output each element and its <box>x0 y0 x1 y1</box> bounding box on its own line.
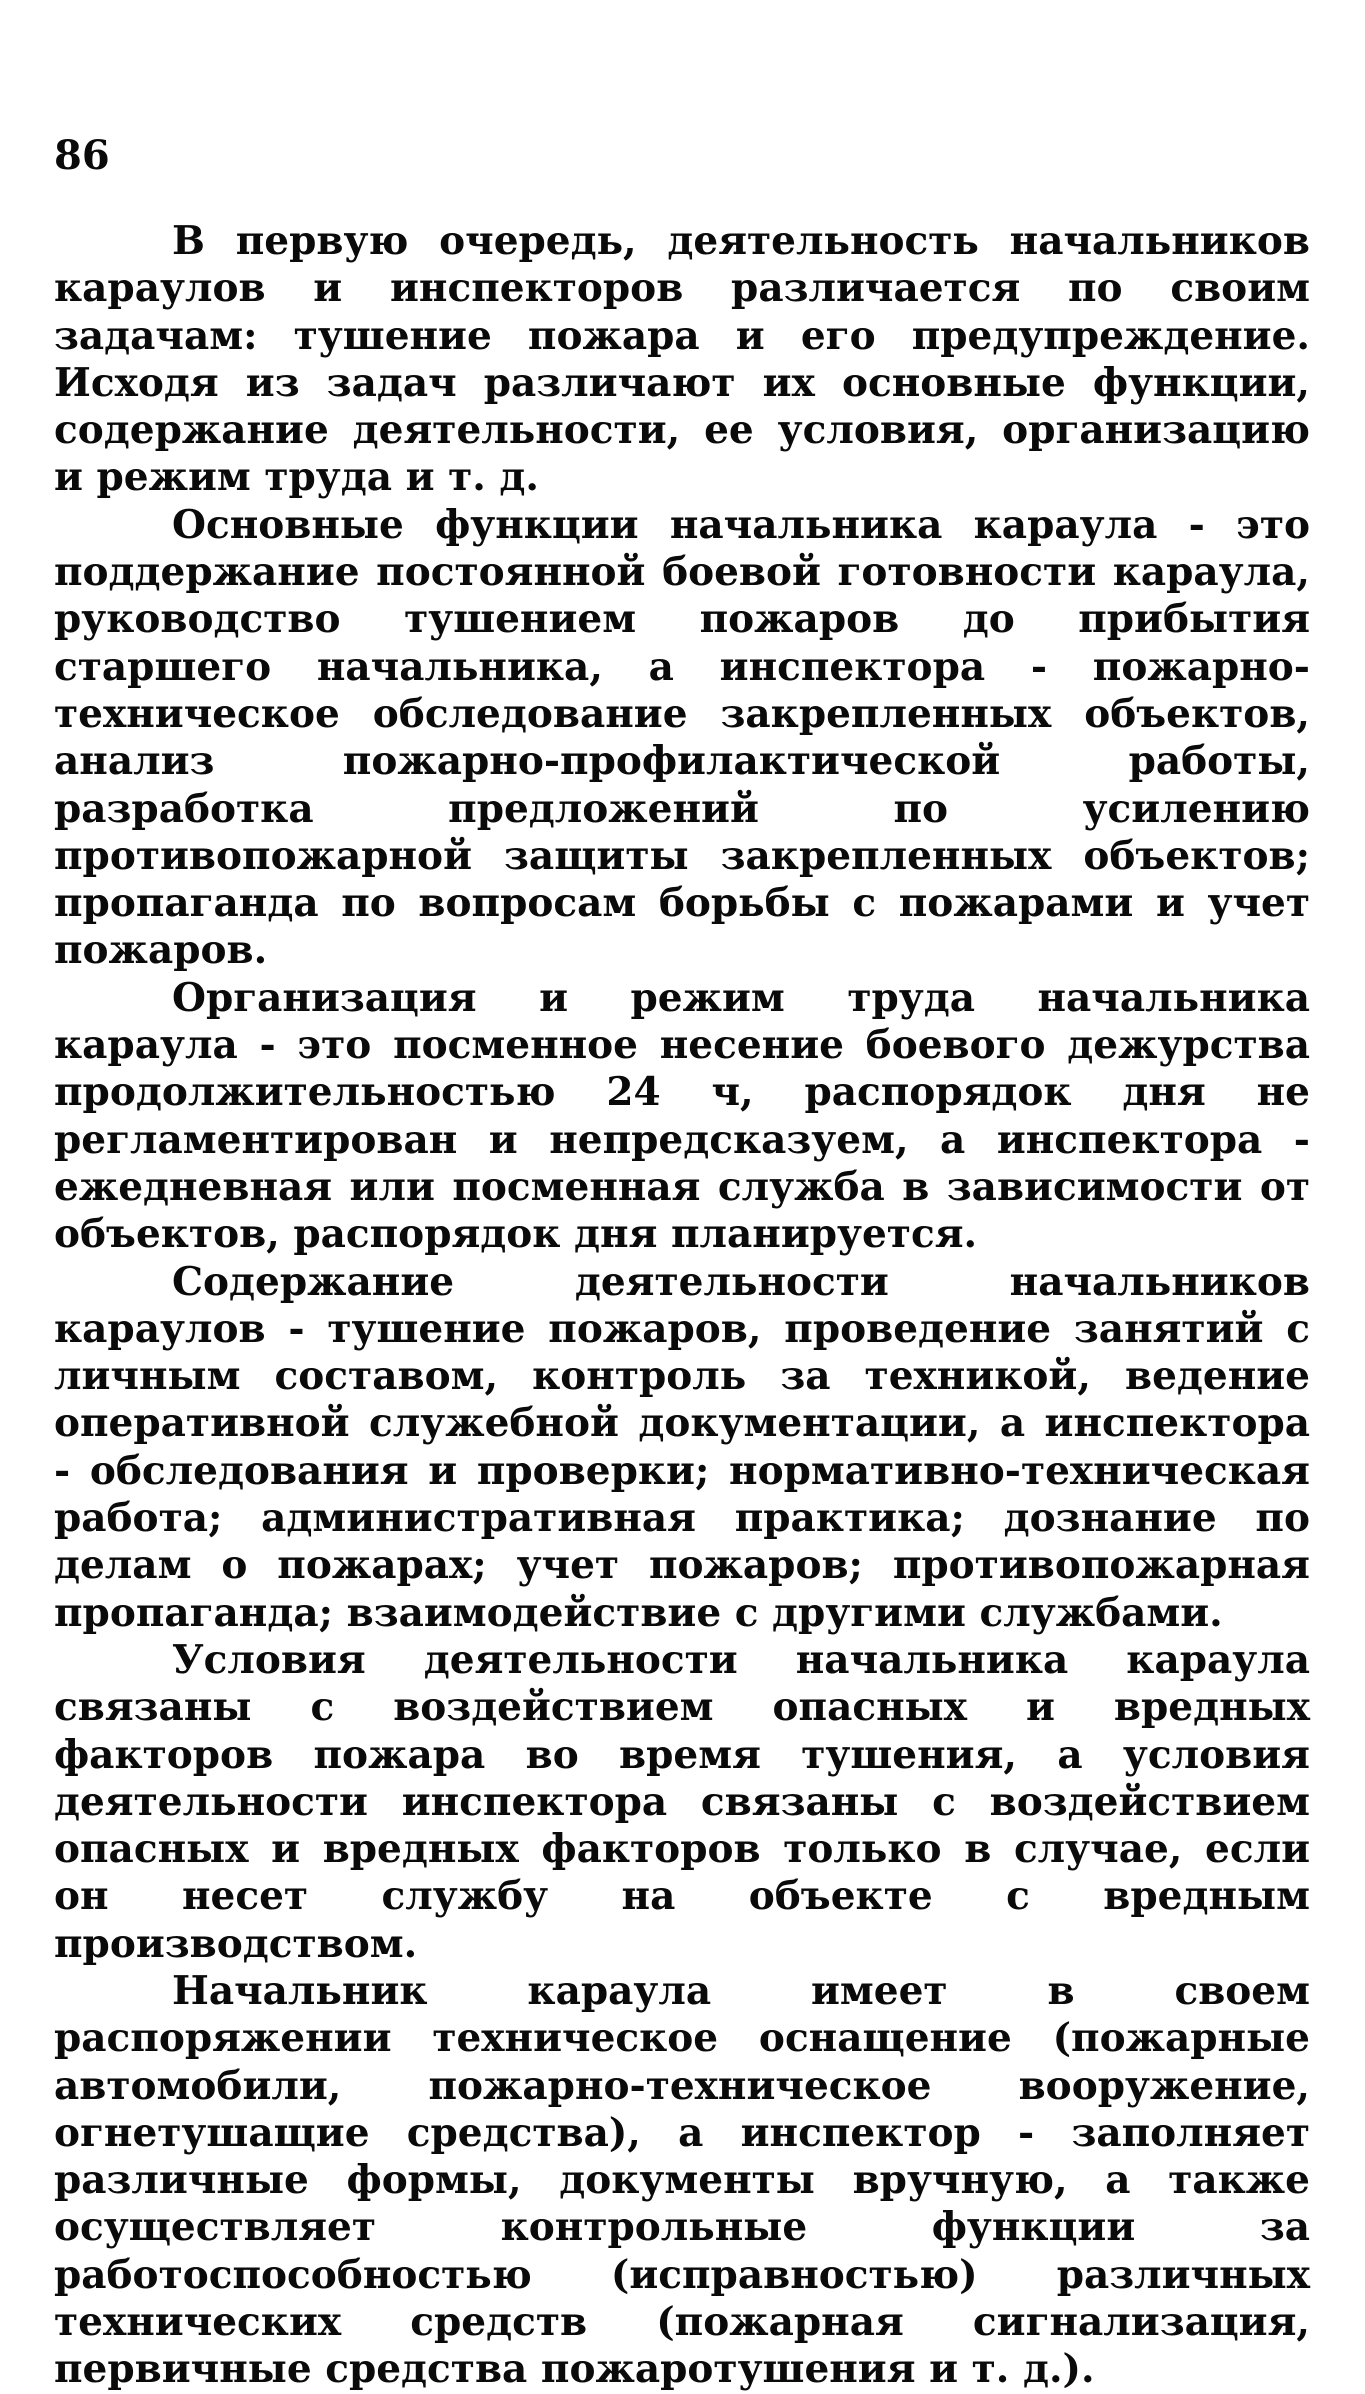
paragraph: Условия деятельности начальника караула связаны с воздействием опасных и вредных факторов пожара во время тушения, а условия деятельности инспектора связаны с воздействием опасных и вредных факторов только в случае, если он несет службу на объекте с вредным производством. <box>54 1636 1310 1967</box>
paragraph: Основные функции начальника караула - это поддержание постоянной боевой готовности караула, руководство тушением пожаров до прибытия старшего начальника, а инспектора - пожарно-техническое обследование закрепленных объектов, анализ пожарно-профилактической работы, разработка предложений по усилению противопожарной защиты закрепленных объектов; пропаганда по вопросам борьбы с пожарами и учет пожаров. <box>54 501 1310 974</box>
page-number: 86 <box>54 132 110 179</box>
paragraph: Содержание деятельности начальников караулов - тушение пожаров, проведение занятий с личным составом, контроль за техникой, ведение оперативной служебной документации, а инспектора - обследования и проверки; нормативно-техническая работа; административная практика; дознание по делам о пожарах; учет пожаров; противопожарная пропаганда; взаимодействие с другими службами. <box>54 1258 1310 1636</box>
paragraph: Начальник караула имеет в своем распоряжении техническое оснащение (пожарные автомобили, пожарно-техническое вооружение, огнетушащие средства), а инспектор - заполняет различные формы, документы вручную, а также осуществляет контрольные функции за работоспособностью (исправностью) различных технических средств (пожарная сигнализация, первичные средства пожаротушения и т. д.). <box>54 1967 1310 2393</box>
paragraph: Организация и режим труда начальника караула - это посменное несение боевого дежурства продолжительностью 24 ч, распорядок дня не регламентирован и непредсказуем, а инспектора - ежедневная или посменная служба в зависимости от объектов, распорядок дня планируется. <box>54 974 1310 1258</box>
paragraph: В первую очередь, деятельность начальников караулов и инспекторов различается по своим задачам: тушение пожара и его предупреждение. Исходя из задач различают их основные функции, содержание деятельности, ее условия, организацию и режим труда и т. д. <box>54 218 1310 501</box>
body-text <box>54 218 1310 2394</box>
